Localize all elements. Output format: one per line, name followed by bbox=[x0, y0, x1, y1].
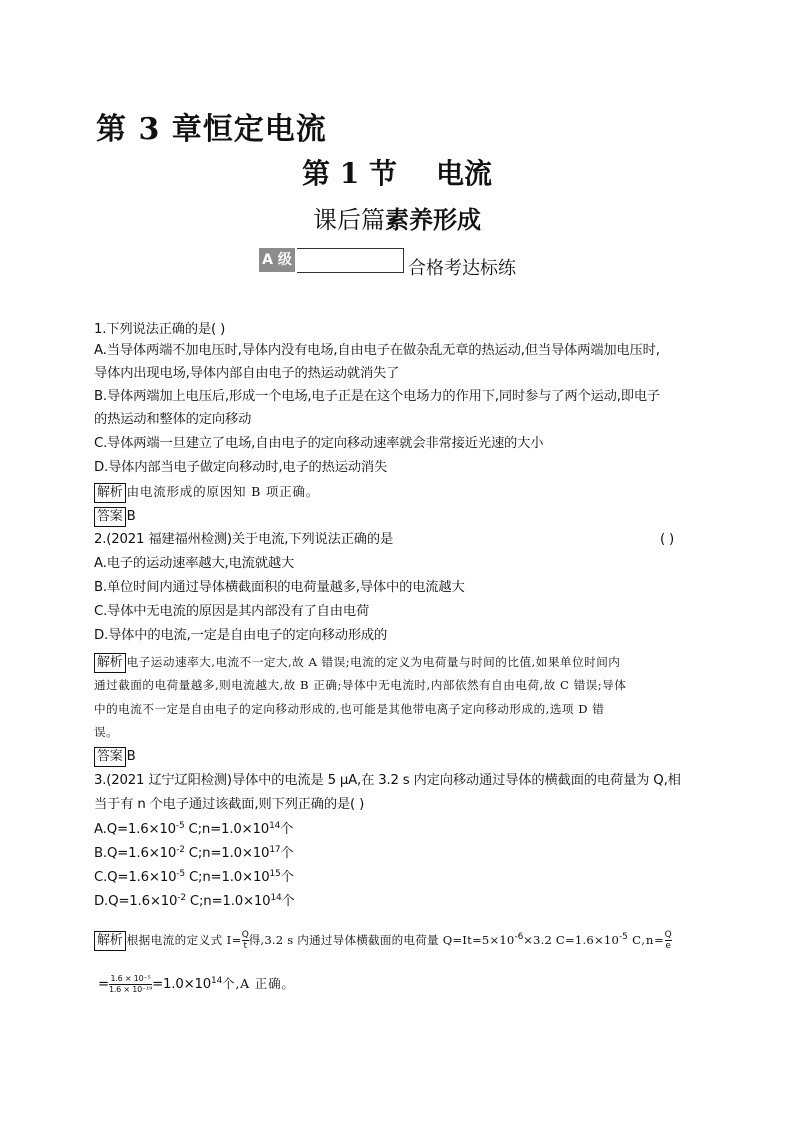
denominator: 1.6 × 10⁻¹⁹ bbox=[108, 984, 153, 994]
q-exponent: -5 bbox=[176, 869, 185, 879]
conclusion: 个,A 正确。 bbox=[222, 976, 295, 991]
q2-option-a: A.电子的运动速率越大,电流就越大 bbox=[94, 556, 295, 571]
chapter-title: 第 3 章恒定电流 bbox=[96, 112, 327, 147]
q2-analysis-line3: 中的电流不一定是自由电子的定向移动形成的,也可能是其他带电离子定向移动形成的,选项 D 错 bbox=[94, 702, 605, 716]
exponent: -5 bbox=[619, 932, 628, 942]
q3-option-a bbox=[94, 818, 293, 842]
q3-option-b bbox=[94, 842, 294, 866]
analysis-tag: 解析 bbox=[94, 653, 126, 673]
denominator: e bbox=[665, 940, 671, 951]
q1-option-b-line2: 的热运动和整体的定向移动 bbox=[94, 412, 252, 427]
q-value: Q=1.6×10 bbox=[106, 822, 176, 837]
q3-option-d bbox=[94, 890, 295, 914]
q1-answer-value: B bbox=[126, 509, 136, 524]
numerator: 1.6 × 10⁻⁵ bbox=[110, 973, 151, 983]
exponent: -6 bbox=[514, 932, 524, 942]
fraction-numeric bbox=[109, 974, 152, 995]
n-exponent: 14 bbox=[269, 821, 281, 831]
q2-analysis-line2: 通过截面的电荷量越多,则电流越大,故 B 正确;导体中无电流时,内部依然有自由电荷,故 C 错误;导体 bbox=[94, 678, 627, 692]
analysis-tag: 解析 bbox=[94, 483, 126, 503]
q-value: Q=1.6×10 bbox=[106, 846, 177, 861]
option-label: A. bbox=[94, 822, 107, 837]
q1-analysis bbox=[94, 480, 319, 505]
q2-answer-blank: ( ) bbox=[660, 532, 675, 547]
subtitle-bold: 素养形成 bbox=[385, 205, 481, 234]
q2-analysis bbox=[94, 650, 620, 675]
q3-analysis-line1 bbox=[94, 928, 672, 953]
n-value: C;n=1.0×10 bbox=[184, 846, 270, 861]
q1-option-b-line1: B.导体两端加上电压后,形成一个电场,电子正是在这个电场力的作用下,同时参与了两个运动,即电子 bbox=[94, 389, 661, 404]
n-value: C;n=1.0×10 bbox=[184, 822, 270, 837]
q1-analysis-text: 由电流形成的原因知 B 项正确。 bbox=[126, 484, 320, 499]
q-exponent: -5 bbox=[175, 821, 185, 831]
q2-analysis-line4: 误。 bbox=[94, 725, 119, 739]
analysis-text: 根据电流的定义式 I= bbox=[126, 933, 242, 947]
q1-option-d: D.导体内部当电子做定向移动时,电子的热运动消失 bbox=[94, 460, 388, 475]
q3-stem-line2: 当于有 n 个电子通过该截面,则下列正确的是( ) bbox=[94, 797, 365, 812]
n-exponent: 14 bbox=[270, 893, 282, 903]
level-label: 合格考达标练 bbox=[408, 258, 516, 279]
analysis-text: ×3.2 C=1.6×10 bbox=[523, 933, 620, 947]
option-label: D. bbox=[94, 894, 109, 909]
q3-analysis-line2 bbox=[98, 972, 295, 997]
subtitle bbox=[0, 200, 794, 235]
option-label: C. bbox=[94, 870, 108, 885]
n-value: C;n=1.0×10 bbox=[185, 894, 271, 909]
fraction-q-over-t bbox=[242, 930, 249, 951]
q-exponent: -2 bbox=[177, 893, 186, 903]
q1-answer bbox=[94, 505, 136, 529]
q2-stem: 2.(2021 福建福州检测)关于电流,下列说法正确的是 bbox=[94, 532, 394, 547]
q-value: Q=1.6×10 bbox=[108, 894, 178, 909]
q2-analysis-line1: 电子运动速率大,电流不一定大,故 A 错误;电流的定义为电荷量与时间的比值,如果单位时间内 bbox=[126, 655, 621, 669]
unit: 个 bbox=[280, 870, 294, 885]
answer-tag: 答案 bbox=[94, 747, 126, 767]
denominator: t bbox=[243, 940, 247, 951]
n-exponent: 17 bbox=[269, 845, 281, 855]
answer-tag: 答案 bbox=[94, 507, 126, 527]
q2-answer bbox=[94, 745, 136, 769]
q2-option-d: D.导体中的电流,一定是自由电子的定向移动形成的 bbox=[94, 628, 388, 643]
q-value: Q=1.6×10 bbox=[107, 870, 177, 885]
analysis-text: C,n= bbox=[627, 933, 665, 947]
unit: 个 bbox=[281, 894, 295, 909]
level-badge: A 级 bbox=[259, 248, 295, 272]
q3-stem-line1: 3.(2021 辽宁辽阳检测)导体中的电流是 5 μA,在 3.2 s 内定向移动通过导体的横截面的电荷量为 Q,相 bbox=[94, 773, 681, 788]
fraction-q-over-e bbox=[665, 930, 672, 951]
q2-answer-value: B bbox=[126, 749, 136, 764]
exponent: 14 bbox=[211, 976, 223, 986]
q3-option-c bbox=[94, 866, 294, 890]
analysis-tag: 解析 bbox=[94, 931, 126, 951]
unit: 个 bbox=[280, 822, 294, 837]
level-box bbox=[297, 248, 404, 273]
numerator: Q bbox=[664, 929, 672, 940]
unit: 个 bbox=[280, 846, 294, 861]
q1-option-c: C.导体两端一旦建立了电场,自由电子的定向移动速率就会非常接近光速的大小 bbox=[94, 436, 544, 451]
result-value: =1.0×10 bbox=[152, 977, 212, 992]
analysis-text: 得,3.2 s 内通过导体横截面的电荷量 Q=It=5×10 bbox=[248, 933, 515, 947]
q1-stem: 1.下列说法正确的是( ) bbox=[94, 322, 226, 337]
section-title: 第 1 节 电流 bbox=[302, 157, 492, 190]
option-label: B. bbox=[94, 846, 107, 861]
q1-option-a-line1: A.当导体两端不加电压时,导体内没有电场,自由电子在做杂乱无章的热运动,但当导体两端加电压时, bbox=[94, 343, 660, 358]
n-exponent: 15 bbox=[269, 869, 281, 879]
equals: = bbox=[98, 977, 109, 992]
subtitle-plain: 课后篇 bbox=[313, 206, 385, 234]
numerator: Q bbox=[241, 929, 249, 940]
n-value: C;n=1.0×10 bbox=[184, 870, 270, 885]
q-exponent: -2 bbox=[176, 845, 185, 855]
q2-option-c: C.导体中无电流的原因是其内部没有了自由电荷 bbox=[94, 604, 370, 619]
q2-option-b: B.单位时间内通过导体横截面积的电荷量越多,导体中的电流越大 bbox=[94, 580, 465, 595]
q1-option-a-line2: 导体内出现电场,导体内部自由电子的热运动就消失了 bbox=[94, 366, 400, 381]
